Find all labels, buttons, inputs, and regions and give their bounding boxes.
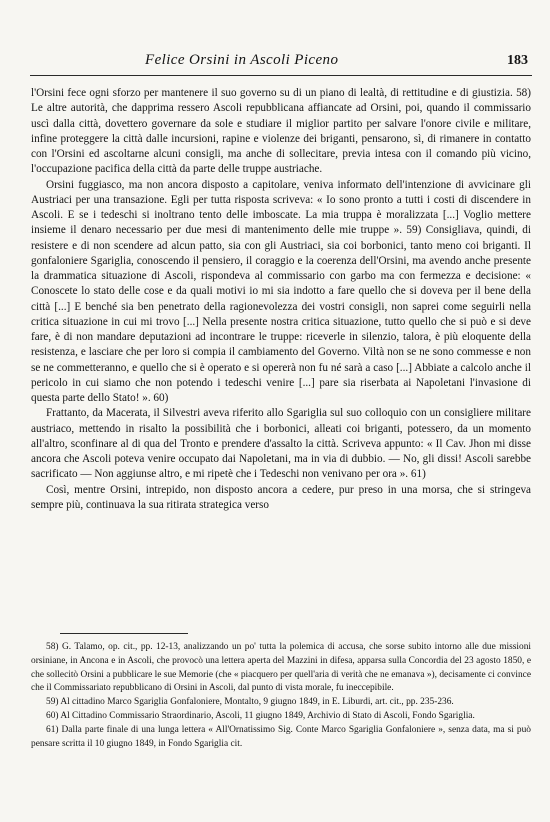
- footnote-58: 58) G. Talamo, op. cit., pp. 12-13, analizzando un po' tutta la polemica di accusa, che sorse subito intorno alle due missioni orsiniane, in Ancona e in Ascoli, che provocò una lettera aperta del Mazzini in difesa, apparsa sulla Concordia del 23 agosto 1850, e che sollecitò Orsini a pubblicare le sue Memorie (che « piacquero per quell'aria di verità che ne emanava »), decisamente ci convince che il Commissariato repubblicano di Orsini in Ascoli, dal punto di vista morale, fu ineccepibile.: [31, 642, 531, 694]
- footnote-61: 61) Dalla parte finale di una lunga lettera « All'Ornatissimo Sig. Conte Marco Sgariglia Gonfaloniere », senza data, ma si può pensare scritta il 10 giugno 1849, in Fondo Sgariglia cit.: [31, 724, 531, 749]
- running-head: [30, 52, 530, 72]
- main-text: [31, 86, 531, 513]
- footnote-rule: [60, 633, 188, 634]
- footnotes: [31, 641, 531, 751]
- header-rule: [30, 75, 532, 76]
- page-number: 183: [507, 53, 528, 68]
- paragraph-3: Frattanto, da Macerata, il Silvestri aveva riferito allo Sgariglia sul suo colloquio con un consigliere militare austriaco, mettendo in risalto la possibilità che i borbonici, alleati coi briganti, potessero, da un momento all'altro, sconfinare al di qua del Tronto e prendere d'assalto la città. Scriveva appunto: « Il Cav. Jhon mi disse ancora che Ascoli poteva venire occupato dai Napoletani, ma in via di dubbio. — No, gli dissi! Ascoli sarebbe sacrificato — Non aggiunse altro, e mi ripetè che i Tedeschi non venivano per ora ». 61): [31, 407, 531, 481]
- paragraph-1: l'Orsini fece ogni sforzo per mantenere il suo governo su di un piano di lealtà, di rettitudine e di giustizia. 58) Le altre autorità, che dapprima ressero Ascoli repubblicana affiancate ad Orsini, poi, quando il commissario uscì dalla città, dovettero governare da sole e studiare il miglior partito per salvare l'onore civile e militare, infine proteggere la città dalle incursioni, rapine e violenze dei briganti, pensarono, sì, di rimanere in contatto con l'Orsini ed ascoltarne alcuni consigli, ma anche di sollecitare, previa intesa con il comando più vicino, l'occupazione pacifica della città da parte delle truppe austriache.: [31, 87, 531, 176]
- footnote-59: 59) Al cittadino Marco Sgariglia Gonfaloniere, Montalto, 9 giugno 1849, in E. Liburdi, art. cit., pp. 235-236.: [46, 697, 454, 708]
- paragraph-4: Così, mentre Orsini, intrepido, non disposto ancora a cedere, pur preso in una morsa, che si stringeva sempre più, continuava la sua ritirata strategica verso: [31, 483, 531, 511]
- paragraph-2: Orsini fuggiasco, ma non ancora disposto a capitolare, veniva informato dell'intenzione di avvicinare gli Austriaci per una transazione. Egli per tutta risposta scriveva: « Io sono pronto a tutti i costi di discendere in Ascoli. E se i tedeschi si inoltrano tento delle imboscate. La mia truppa è moralizzata [...] Voglio mettere insieme il denaro necessario per due mesi di mantenimento delle mie truppe ». 59) Consigliava, quindi, di resistere e di non scendere ad alcun patto, sia con gli Austriaci, sia coi borbonici, tanto meno coi briganti. Il gonfaloniere Sgariglia, conoscendo il pensiero, il coraggio e la coerenza dell'Orsini, ma avendo anche presente la drammatica situazione di Ascoli, rispondeva al commissario con garbo ma con fermezza e decisione: « Conoscete lo stato delle cose e da quali motivi io mi sia indotto a fare quello che si doveva per il bene della città [...] E benché sia ben penetrato della ragionevolezza dei vostri consigli, non saprei come seguirli nella critica situazione in cui mi trovo [...] Nella presente nostra critica situazione, tutto quello che si può e si deve fare, è di non mandare deputazioni ad incontrare le truppe: riceverle in silenzio, talora, è più eloquente della resistenza, e lasciare che per loro si compia il cambiamento del Governo. Viltà non se ne sono commesse e non se ne commetteranno, e quello che si è operato e si opererà non fu né sarà a caso [...] Abbiate a calcolo anche il pericolo in cui siamo che non potendo i tedeschi venire [...] pare sia riserbata ai Napoletani l'invasione di questa parte dello Stato! ». 60): [31, 178, 531, 404]
- running-title: Felice Orsini in Ascoli Piceno: [145, 52, 339, 68]
- footnote-60: 60) Al Cittadino Commissario Straordinario, Ascoli, 11 giugno 1849, Archivio di Stato di Ascoli, Fondo Sgariglia.: [46, 710, 475, 721]
